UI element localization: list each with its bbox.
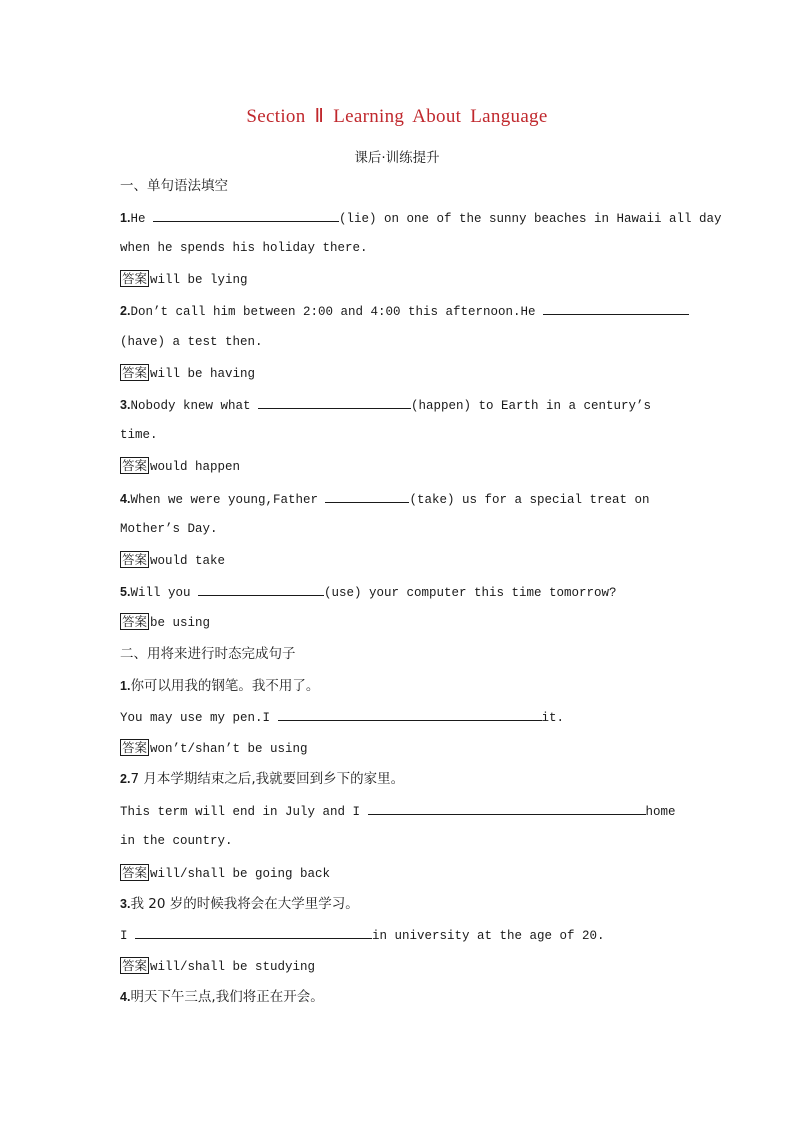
- answer-blank[interactable]: [368, 802, 646, 815]
- answer-badge: 答案: [122, 552, 148, 567]
- answer-badge: 答案: [122, 365, 148, 380]
- question-2-continued: in the country.: [120, 834, 233, 848]
- question-3: 3.Nobody knew what (happen) to Earth in a century’s: [120, 398, 652, 413]
- answer-blank[interactable]: [135, 926, 372, 939]
- section-heading-future-continuous: 二、用将来进行时态完成句子: [120, 646, 296, 662]
- question-2-continued: (have) a test then.: [120, 335, 263, 349]
- answer-row: [120, 270, 248, 288]
- page-title: Section Ⅱ Learning About Language: [246, 106, 548, 127]
- question-4-continued: Mother’s Day.: [120, 522, 218, 536]
- answer-badge: 答案: [122, 740, 148, 755]
- answer-text: will be lying: [150, 273, 248, 287]
- answer-blank[interactable]: [278, 708, 542, 721]
- answer-blank[interactable]: [325, 490, 409, 503]
- question-2: 2.Don’t call him between 2:00 and 4:00 this afternoon.He: [120, 302, 689, 320]
- answer-row: [120, 457, 240, 475]
- question-3-english: I in university at the age of 20.: [120, 926, 605, 944]
- question-2-english: This term will end in July and I home: [120, 802, 676, 820]
- question-4: 4.When we were young,Father (take) us for a special treat on: [120, 492, 650, 507]
- answer-text: would happen: [150, 460, 241, 474]
- answer-text: will/shall be studying: [150, 960, 316, 974]
- question-1-english: You may use my pen.I it.: [120, 708, 564, 726]
- answer-badge: 答案: [122, 958, 148, 973]
- page-subtitle: 课后·训练提升: [354, 150, 440, 166]
- question-1-chinese: 1.你可以用我的钢笔。我不用了。: [120, 678, 320, 694]
- answer-text: will be having: [150, 367, 256, 381]
- answer-badge: 答案: [122, 458, 148, 473]
- answer-badge: 答案: [122, 614, 148, 629]
- answer-text: would take: [150, 554, 226, 568]
- answer-row: [120, 957, 315, 975]
- answer-text: will/shall be going back: [150, 867, 331, 881]
- answer-blank[interactable]: [543, 302, 689, 315]
- answer-badge: 答案: [122, 271, 148, 286]
- question-3-continued: time.: [120, 428, 158, 442]
- answer-row: [120, 551, 225, 569]
- answer-row: [120, 864, 330, 882]
- answer-text: be using: [150, 616, 211, 630]
- question-4-chinese: 4.明天下午三点,我们将正在开会。: [120, 989, 324, 1005]
- answer-badge: 答案: [122, 865, 148, 880]
- question-3-chinese: 3.我 20 岁的时候我将会在大学里学习。: [120, 896, 359, 912]
- question-1: 1.He (lie) on one of the sunny beaches in Hawaii all day: [120, 211, 722, 226]
- answer-row: [120, 739, 308, 757]
- answer-row: [120, 613, 210, 631]
- answer-row: [120, 364, 255, 382]
- answer-blank[interactable]: [153, 209, 339, 222]
- answer-text: won’t/shan’t be using: [150, 742, 308, 756]
- question-1-continued: when he spends his holiday there.: [120, 241, 368, 255]
- answer-blank[interactable]: [198, 583, 324, 596]
- section-heading-grammar-fill: 一、单句语法填空: [120, 178, 228, 194]
- answer-blank[interactable]: [258, 396, 411, 409]
- question-2-chinese: 2.7 月本学期结束之后,我就要回到乡下的家里。: [120, 771, 405, 787]
- question-5: 5.Will you (use) your computer this time tomorrow?: [120, 585, 617, 600]
